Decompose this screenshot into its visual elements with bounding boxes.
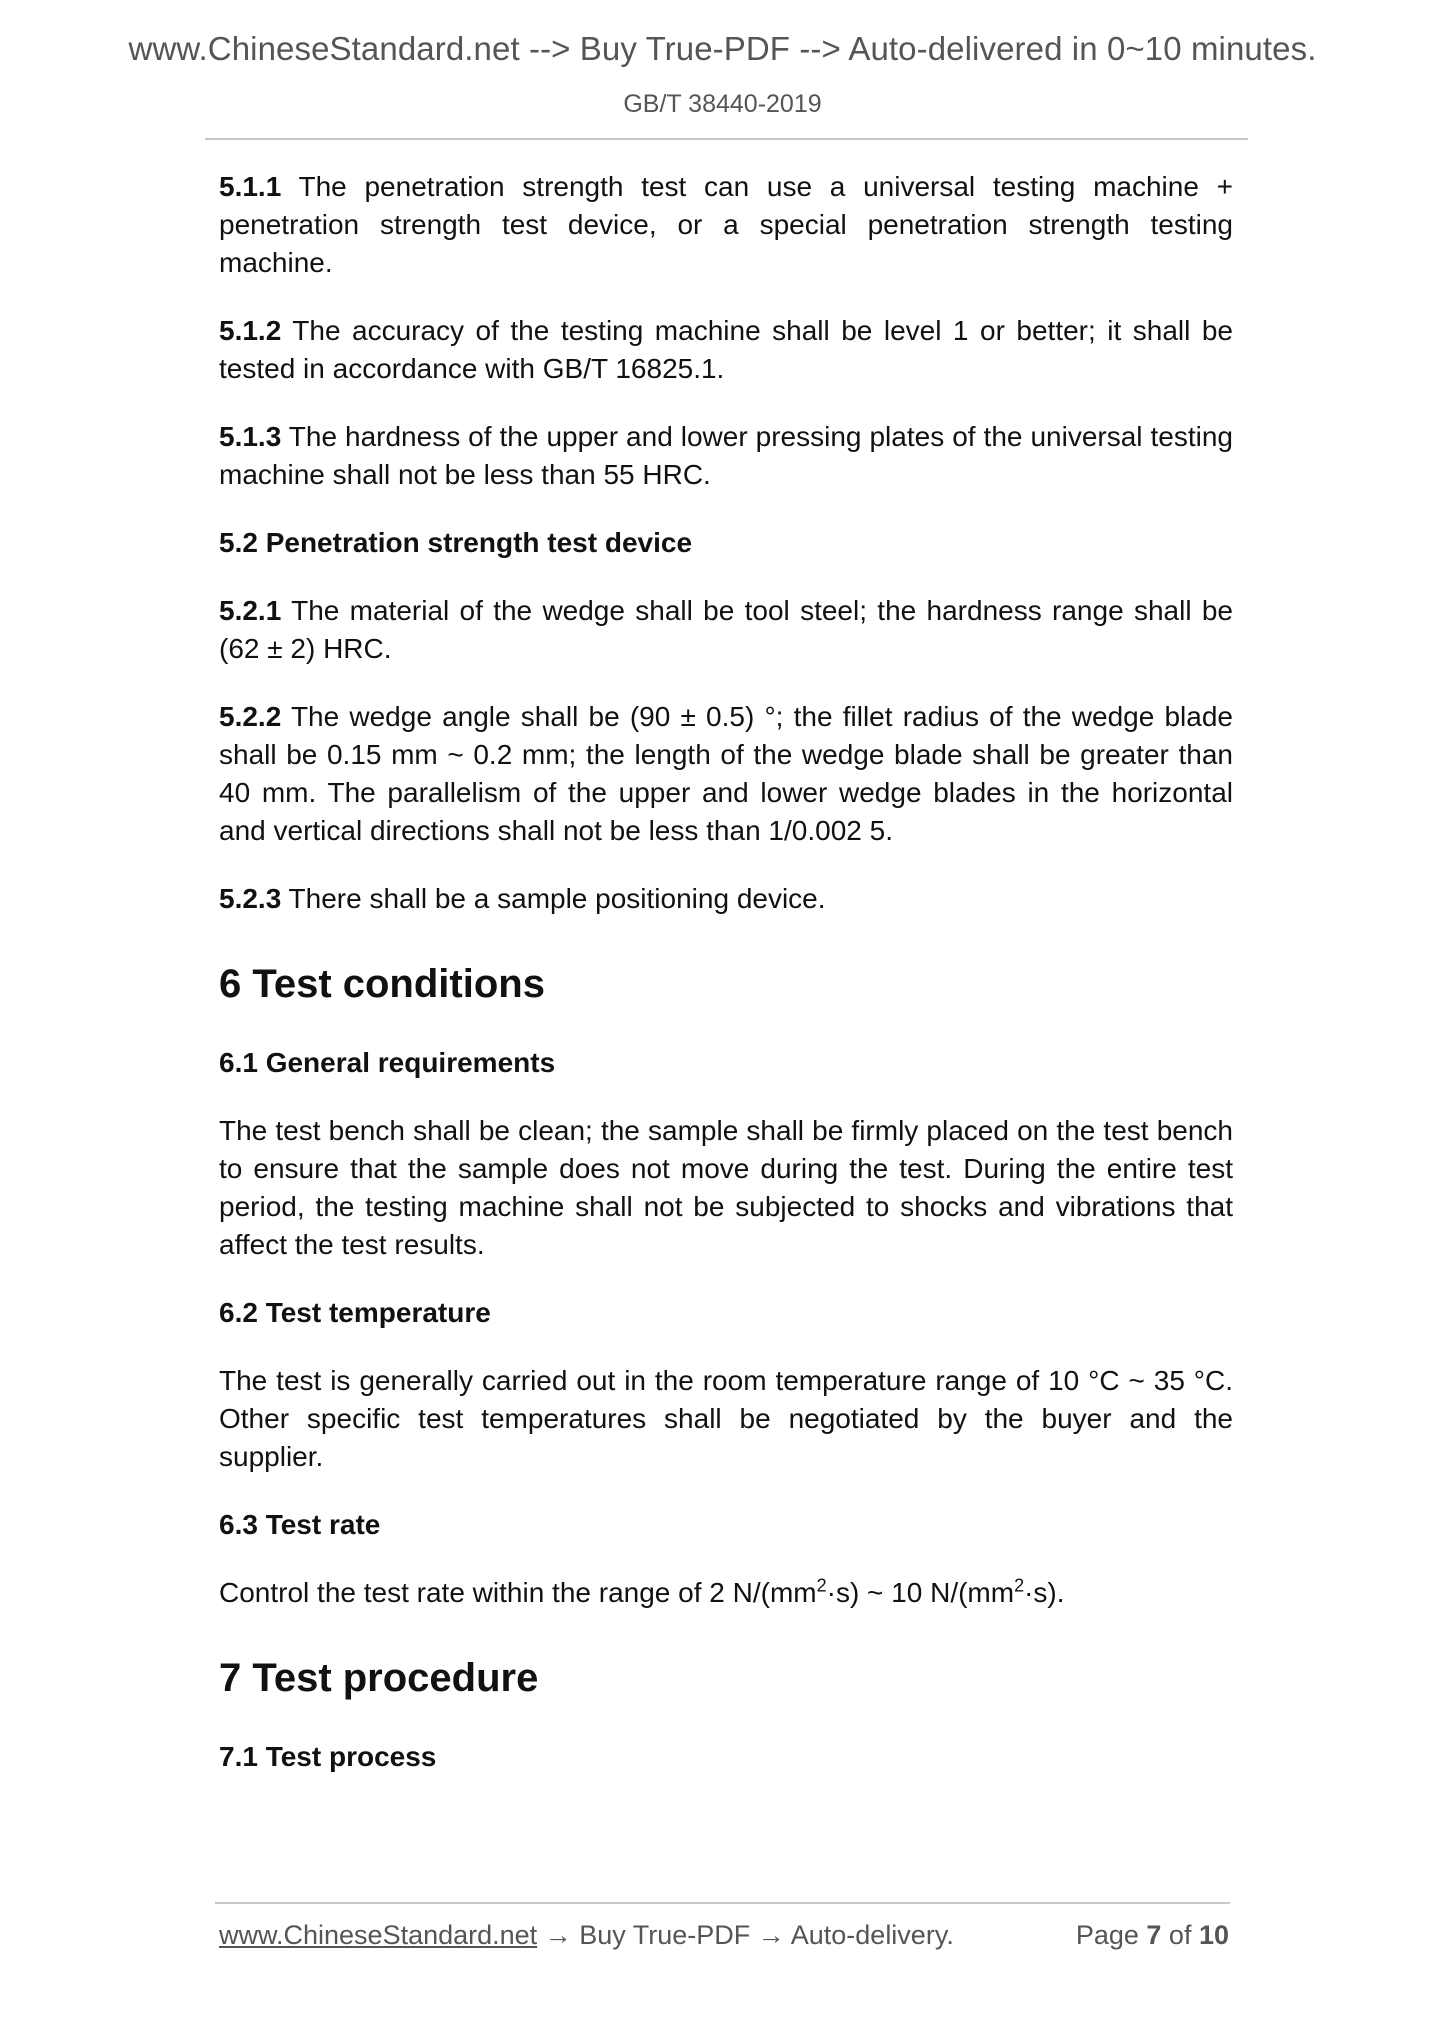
clause-text: The accuracy of the testing machine shall be level 1 or better; it shall be tested in accordance with GB/T 16825.1. <box>219 315 1233 384</box>
clause-text: The material of the wedge shall be tool steel; the hardness range shall be (62 ± 2) HRC. <box>219 595 1233 664</box>
clause-number: 5.1.2 <box>219 315 282 346</box>
clause-number: 5.2.2 <box>219 701 282 732</box>
clause-5-2-1 <box>219 592 1233 668</box>
page-content <box>219 168 1233 1806</box>
standard-code: GB/T 38440-2019 <box>623 90 822 118</box>
heading-6-2: 6.2 Test temperature <box>219 1297 491 1328</box>
clause-text: There shall be a sample positioning device. <box>281 883 826 914</box>
paragraph-6-2: The test is generally carried out in the room temperature range of 10 °C ~ 35 °C. Other specific test temperatures shall be negotiated by the buyer and the supplier. <box>219 1365 1233 1472</box>
page-footer <box>219 1920 1229 1951</box>
heading-7-1: 7.1 Test process <box>219 1741 437 1772</box>
clause-text: The wedge angle shall be (90 ± 0.5) °; the fillet radius of the wedge blade shall be 0.15 mm ~ 0.2 mm; the length of the wedge blade shall be greater than 40 mm. The parallelism of the upper and lower wedge blades in the horizontal and vertical directions shall not be less than 1/0.002 5. <box>219 701 1233 846</box>
clause-5-1-2 <box>219 312 1233 388</box>
clause-number: 5.1.3 <box>219 421 282 452</box>
superscript: 2 <box>816 1575 827 1596</box>
clause-5-1-1 <box>219 168 1233 282</box>
clause-text: The penetration strength test can use a universal testing machine + penetration strength test device, or a special penetration strength testing machine. <box>219 171 1233 278</box>
rate-text-1: Control the test rate within the range of 2 N/(mm <box>219 1577 817 1608</box>
clause-5-1-3 <box>219 418 1233 494</box>
page-number: 7 <box>1146 1920 1162 1950</box>
clause-number: 5.1.1 <box>219 171 282 202</box>
clause-5-2-3 <box>219 880 1233 918</box>
heading-7: 7 Test procedure <box>219 1656 539 1700</box>
heading-5-2: 5.2 Penetration strength test device <box>219 527 693 558</box>
clause-number: 5.2.1 <box>219 595 282 626</box>
footer-divider <box>215 1902 1230 1904</box>
footer-link[interactable]: www.ChineseStandard.net <box>219 1920 538 1950</box>
clause-text: The hardness of the upper and lower pressing plates of the universal testing machine shall not be less than 55 HRC. <box>219 421 1233 490</box>
heading-6-1: 6.1 General requirements <box>219 1047 556 1078</box>
header-banner: www.ChineseStandard.net --> Buy True-PDF --> Auto-delivered in 0~10 minutes. <box>128 30 1317 67</box>
heading-6-3: 6.3 Test rate <box>219 1509 381 1540</box>
footer-tagline: → Buy True-PDF → Auto-delivery. <box>537 1920 954 1950</box>
page-indicator <box>1076 1920 1229 1951</box>
page-total: 10 <box>1198 1920 1229 1950</box>
rate-text-3: ·s). <box>1024 1577 1065 1608</box>
superscript: 2 <box>1014 1575 1025 1596</box>
header-divider <box>205 138 1248 140</box>
rate-text-2: ·s) ~ 10 N/(mm <box>826 1577 1015 1608</box>
footer-left <box>219 1920 954 1951</box>
page-of-label: of <box>1161 1920 1199 1950</box>
heading-6: 6 Test conditions <box>219 962 545 1006</box>
clause-5-2-2 <box>219 698 1233 850</box>
clause-number: 5.2.3 <box>219 883 282 914</box>
page-label: Page <box>1075 1920 1147 1950</box>
paragraph-6-1: The test bench shall be clean; the sample shall be firmly placed on the test bench to ensure that the sample does not move during the test. During the entire test period, the testing machine shall not be subjected to shocks and vibrations that affect the test results. <box>219 1115 1233 1260</box>
paragraph-6-3 <box>219 1574 1233 1612</box>
